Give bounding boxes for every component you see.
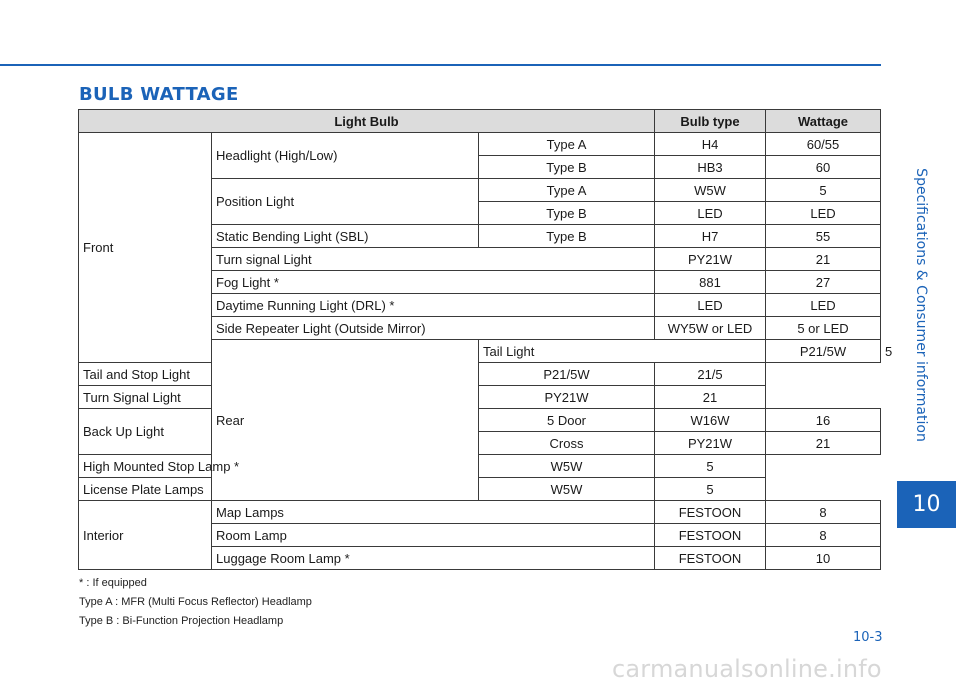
bulb-wattage: 27 (766, 271, 881, 294)
bulb-wattage: 5 (655, 455, 766, 478)
bulb-name: Position Light (212, 179, 479, 225)
bulb-type: PY21W (655, 248, 766, 271)
bulb-variant: Type B (479, 202, 655, 225)
table-row: Rear Tail Light P21/5W 5 (79, 340, 881, 363)
top-rule (0, 64, 881, 66)
bulb-name: Luggage Room Lamp * (212, 547, 655, 570)
table-header-row (79, 110, 881, 133)
table-row (79, 478, 881, 501)
bulb-name: Tail Light (479, 340, 766, 363)
bulb-name: Daytime Running Light (DRL) * (212, 294, 655, 317)
bulb-type: WY5W or LED (655, 317, 766, 340)
bulb-name: Turn Signal Light (79, 386, 479, 409)
bulb-type: PY21W (655, 432, 766, 455)
watermark: carmanualsonline.info (612, 655, 882, 683)
bulb-type: P21/5W (766, 340, 881, 363)
bulb-type: W5W (479, 455, 655, 478)
bulb-type: W5W (655, 179, 766, 202)
bulb-wattage: 21 (766, 248, 881, 271)
bulb-type: W16W (655, 409, 766, 432)
bulb-wattage: 5 (655, 478, 766, 501)
bulb-type: LED (655, 294, 766, 317)
bulb-name: Headlight (High/Low) (212, 133, 479, 179)
bulb-wattage: 60 (766, 156, 881, 179)
bulb-type: HB3 (655, 156, 766, 179)
bulb-wattage: 8 (766, 501, 881, 524)
table-row (79, 455, 881, 478)
bulb-variant: Type B (479, 156, 655, 179)
bulb-wattage: 21/5 (655, 363, 766, 386)
bulb-type: FESTOON (655, 547, 766, 570)
table-row (79, 386, 881, 409)
bulb-name: Fog Light * (212, 271, 655, 294)
footnote-type-a: Type A : MFR (Multi Focus Reflector) Headlamp (79, 596, 312, 608)
bulb-variant: Type A (479, 133, 655, 156)
bulb-wattage: LED (766, 202, 881, 225)
bulb-name: Static Bending Light (SBL) (212, 225, 479, 248)
footnote-equipped: * : If equipped (79, 577, 147, 589)
bulb-wattage: 16 (766, 409, 881, 432)
bulb-wattage: 55 (766, 225, 881, 248)
group-label-rear: Rear (212, 340, 479, 501)
bulb-variant: Cross (479, 432, 655, 455)
header-wattage: Wattage (766, 110, 881, 133)
bulb-name: License Plate Lamps (79, 478, 479, 501)
bulb-name: Back Up Light (79, 409, 212, 455)
bulb-wattage-table (78, 109, 893, 570)
footnotes (79, 574, 312, 631)
bulb-type: W5W (479, 478, 655, 501)
bulb-name: Turn signal Light (212, 248, 655, 271)
group-label-front: Front (79, 133, 212, 363)
bulb-wattage: 60/55 (766, 133, 881, 156)
bulb-name: Room Lamp (212, 524, 655, 547)
header-bulb-type: Bulb type (655, 110, 766, 133)
bulb-type: 881 (655, 271, 766, 294)
bulb-variant: Type A (479, 179, 655, 202)
bulb-type: H7 (655, 225, 766, 248)
bulb-wattage: 21 (766, 432, 881, 455)
chapter-tab: 10 (897, 481, 956, 528)
bulb-wattage: LED (766, 294, 881, 317)
table-row (79, 501, 881, 524)
table-row (79, 133, 881, 156)
chapter-side-label (897, 130, 945, 480)
bulb-variant: 5 Door (479, 409, 655, 432)
bulb-wattage: 10 (766, 547, 881, 570)
table-row (79, 363, 881, 386)
bulb-name: High Mounted Stop Lamp * (79, 455, 479, 478)
bulb-type: FESTOON (655, 524, 766, 547)
bulb-name: Map Lamps (212, 501, 655, 524)
section-title: BULB WATTAGE (79, 84, 239, 105)
bulb-variant: Type B (479, 225, 655, 248)
bulb-type: FESTOON (655, 501, 766, 524)
bulb-type: H4 (655, 133, 766, 156)
header-light-bulb: Light Bulb (79, 110, 655, 133)
bulb-type: LED (655, 202, 766, 225)
group-label-interior: Interior (79, 501, 212, 570)
bulb-wattage: 8 (766, 524, 881, 547)
table-row (79, 409, 881, 432)
footnote-type-b: Type B : Bi-Function Projection Headlamp (79, 615, 284, 627)
bulb-type: PY21W (479, 386, 655, 409)
chapter-side-label-text: Specifications & Consumer information (913, 168, 930, 442)
page-number: 10-3 (853, 630, 883, 645)
bulb-wattage: 21 (655, 386, 766, 409)
bulb-name: Side Repeater Light (Outside Mirror) (212, 317, 655, 340)
bulb-type: P21/5W (479, 363, 655, 386)
bulb-wattage: 5 or LED (766, 317, 881, 340)
bulb-name: Tail and Stop Light (79, 363, 479, 386)
bulb-wattage: 5 (766, 179, 881, 202)
